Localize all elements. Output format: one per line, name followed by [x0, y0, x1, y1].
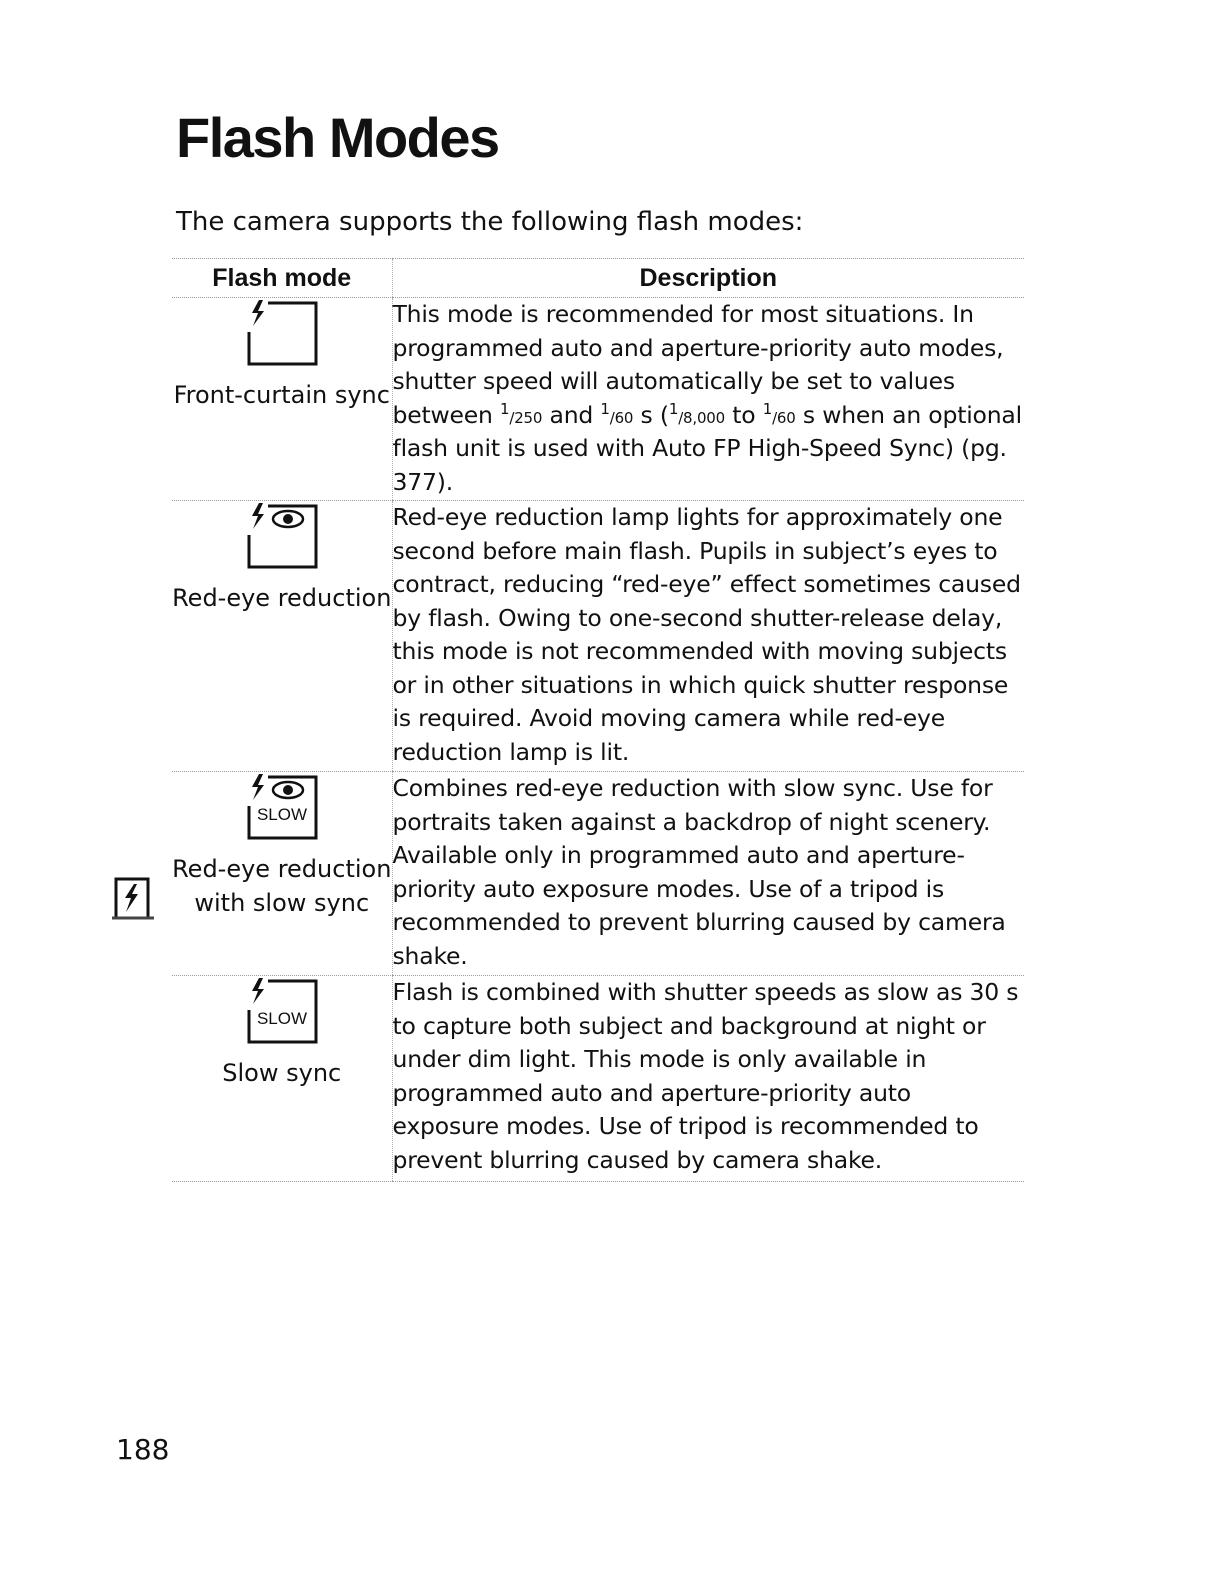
mode-label: Front-curtain sync	[173, 381, 390, 409]
fraction-denominator: /8,000	[678, 408, 725, 427]
description-cell: Flash is combined with shutter speeds as slow as 30 s to capture both subject and background at night or under dim light. This mode is only available in programmed auto and aperture-priority auto exposure modes. Use of tripod is recommended to prevent blurring caused by camera shake.	[392, 976, 1024, 1182]
fraction-denominator: /60	[772, 408, 796, 427]
description-text: This mode is recommended for most situations. In programmed auto and aperture-priority auto modes, shutter speed will automatically be set to values between	[392, 300, 1004, 429]
fraction-numerator: 1	[762, 399, 773, 418]
flash-modes-table	[172, 258, 1024, 1182]
table-row	[172, 772, 1024, 976]
header-description: Description	[392, 259, 1024, 298]
description-text: to	[724, 400, 763, 429]
table-row	[172, 976, 1024, 1182]
fraction-denominator: /250	[509, 408, 543, 427]
table-row	[172, 501, 1024, 772]
mode-cell	[172, 501, 392, 772]
fraction-numerator: 1	[600, 399, 610, 418]
slow-icon-text: SLOW	[256, 805, 307, 824]
mode-label: Red-eye reduction	[172, 584, 392, 612]
description-text: s when an optional flash unit is used with Auto FP High-Speed Sync) (pg. 377).	[392, 400, 1022, 496]
page-title: Flash Modes	[176, 106, 499, 169]
description-cell: Red-eye reduction lamp lights for approximately one second before main flash. Pupils in subject’s eyes to contract, reducing “red-eye” effect sometimes caused by flash. Owing to one-second shutter-release delay, this mode is not recommended with moving subjects or in other situations in which quick shutter response is required. Avoid moving camera while red-eye reduction lamp is lit.	[392, 501, 1024, 772]
mode-cell	[172, 772, 392, 976]
mode-cell	[172, 298, 392, 501]
slow-sync-icon	[242, 976, 322, 1048]
page-number: 188	[116, 1433, 170, 1466]
fraction-numerator: 1	[668, 399, 679, 418]
red-eye-reduction-icon	[242, 501, 322, 573]
header-flash-mode: Flash mode	[172, 259, 392, 298]
fraction-numerator: 1	[500, 399, 510, 418]
red-eye-slow-sync-icon	[242, 772, 322, 844]
mode-cell	[172, 976, 392, 1182]
mode-label: Slow sync	[222, 1059, 342, 1087]
table-row	[172, 298, 1024, 501]
fraction-denominator: /60	[609, 408, 634, 427]
front-curtain-sync-icon	[242, 298, 322, 370]
description-text: and	[542, 400, 601, 429]
description-cell: Combines red-eye reduction with slow sync. Use for portraits taken against a backdrop of night scenery. Available only in programmed auto and aperture-priority auto exposure modes. Use of a tripod is recommended to prevent blurring caused by camera shake.	[392, 772, 1024, 976]
flash-section-tab-icon	[110, 876, 154, 922]
slow-icon-text: SLOW	[256, 1009, 307, 1028]
mode-label: Red-eye reduction with slow sync	[172, 855, 392, 917]
intro-text: The camera supports the following flash modes:	[176, 207, 804, 237]
description-text: s (	[633, 400, 669, 429]
description-cell	[392, 298, 1024, 501]
table-header-row	[172, 259, 1024, 298]
